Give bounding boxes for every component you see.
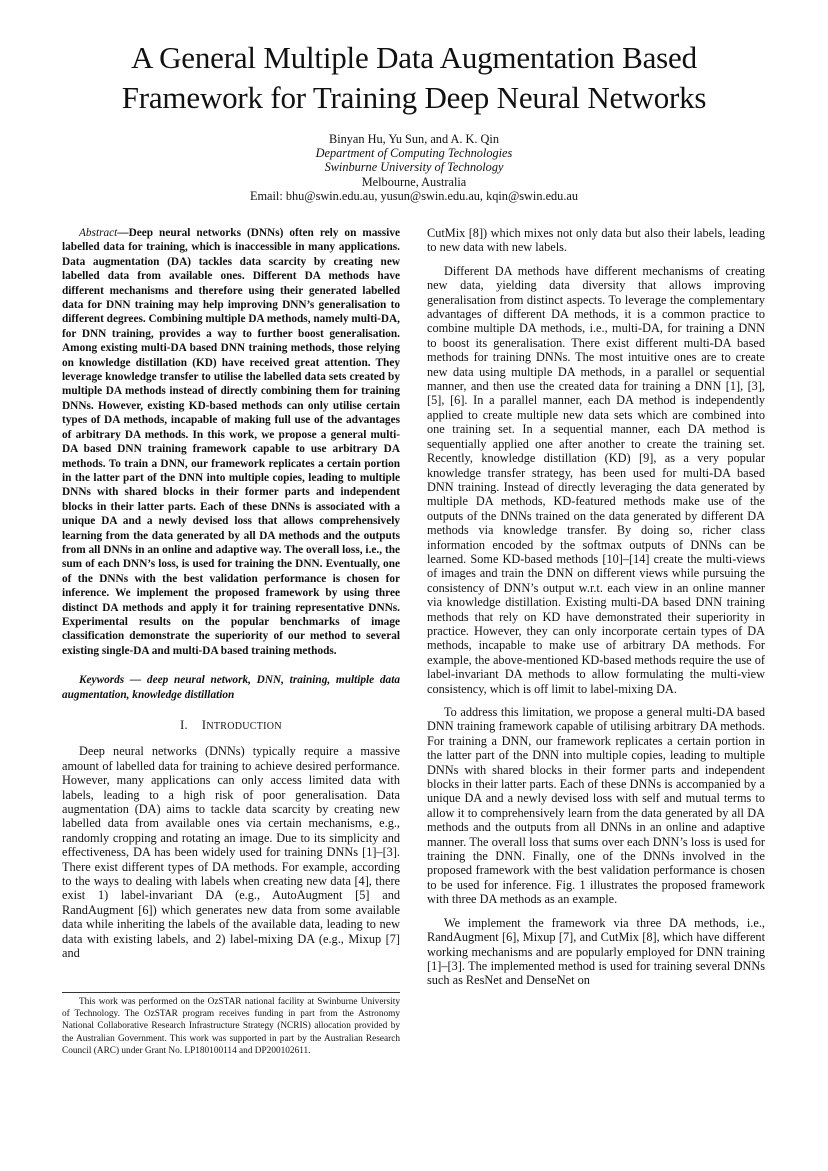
intro-paragraph-2: Different DA methods have different mechanisms of creating new data, yielding data diversity that allows improving generalisation from distinct aspects. To leverage the complementary advantages of different DA methods, it is a common practice to combine multiple DA methods, i.e., multi-DA, for training a DNN to boost its generalisation. There exist different multi-DA based methods for training DNNs. The most intuitive ones are to create new data using multiple DA methods, in a parallel or sequential manner, and then use the created data for training a DNN [1], [3], [5], [6]. In a parallel manner, each DA method is independently applied to create multiple new data sets which are combined into one training set. In a sequential manner, each DA method is sequentially applied one after another to create the training set. Recently, knowledge distillation (KD) [9], as a very popular knowledge transfer strategy, has been used for multi-DA based DNN training. Instead of directly leveraging the data generated by multiple DA methods, KD-featured methods make use of the outputs of the DNNs trained on the data generated by different DA methods via knowledge transfer. By doing so, richer class information encoded by the softmax outputs of DNNs can be learned. Some KD-based methods [10]–[14] create the multi-views of images and train the DNN on different views while pursuing the consistency of DNN’s output w.r.t. each view in an online manner via knowledge distillation. Existing multi-DA based DNN training methods that rely on KD have demonstrated their superiority in practice. However, they can only incorporate certain types of DA methods, incapable to make use of arbitrary DA methods. For example, the above-mentioned KD-based methods require the use of label-invariant DA methods to allow formulating the multi-view consistency, which is off limit to label-mixing DA. [427, 263, 765, 696]
author-block [100, 132, 728, 203]
intro-paragraph-3: To address this limitation, we propose a general multi-DA based DNN training framework capable of utilising arbitrary DA methods. For training a DNN, our framework replicates a certain portion in the latter part of the DNN into multiple copies, leading to multiple DNNs with shared blocks in their former parts and independent blocks in their latter parts. Each of these DNNs is accompanied by a unique DA and a newly devised loss with self and mutual terms to allow it to comprehensively learn from the data generated by all DA methods and the outputs from all DNNs in an online and adaptive manner. The overall loss that sums over each DNN’s loss is used for training the DNN. Finally, one of the DNNs involved in the proposed framework with the best validation performance is chosen to be used for inference. Fig. 1 illustrates the proposed framework with three DA methods as an example. [427, 705, 765, 907]
author-university: Swinburne University of Technology [324, 160, 504, 175]
left-column [62, 226, 400, 961]
footnote [62, 992, 400, 1057]
keywords: Keywords — deep neural network, DNN, training, multiple data augmentation, knowledge distillation [62, 674, 400, 701]
abstract-label: Abstract [79, 227, 118, 239]
intro-paragraph-4: We implement the framework via three DA methods, i.e., RandAugment [6], Mixup [7], and CutMix [8], which have different working mechanisms and are popularly employed for DNN training [1]–[3]. The implemented method is used for training several DNNs such as ResNet and DenseNet on [427, 915, 765, 988]
section-title-rest: NTRODUCTION [206, 721, 282, 732]
title-line-1: A General Multiple Data Augmentation Based [131, 40, 697, 75]
author-location: Melbourne, Australia [361, 174, 467, 189]
intro-paragraph-1: Deep neural networks (DNNs) typically require a massive amount of labelled data for training to achieve desired performance. However, many applications can only access limited data with labels, leading to a high risk of poor generalisation. Data augmentation (DA) aims to tackle data scarcity by creating new labelled data from available ones via certain mechanisms, e.g., randomly cropping and rotating an image. Due to its simplicity and effectiveness, DA has been widely used for training DNNs [1]–[3]. There exist different types of DA methods. For example, according to the ways to dealing with labels when creating new data [4], there exist 1) label-invariant DA (e.g., AutoAugment [5] and RandAugment [6]) which generates new data from some available data while inheriting the labels of the available data, leading to new data with existing labels, and 2) label-mixing DA (e.g., Mixup [7] and [62, 744, 400, 961]
abstract [62, 226, 400, 658]
footnote-text: This work was performed on the OzSTAR national facility at Swinburne University of Technology. The OzSTAR program receives funding in part from the Astronomy National Collaborative Research Infrastructure Strategy (NCRIS) allocation provided by the Australian Government. This work was supported in part by the Australian Research Council (ARC) under Grant No. LP180100114 and DP200102611. [62, 997, 400, 1056]
title-line-2: Framework for Training Deep Neural Networks [121, 80, 707, 115]
section-title-first: I [201, 718, 207, 732]
section-number: I. [180, 718, 188, 732]
paper-title [40, 38, 788, 118]
section-heading-introduction [62, 718, 400, 734]
intro-paragraph-1-continued: CutMix [8]) which mixes not only data but also their labels, leading to new data with new labels. [427, 226, 765, 255]
author-email: Email: bhu@swin.edu.au, yusun@swin.edu.au, kqin@swin.edu.au [249, 188, 579, 203]
right-column [427, 226, 765, 988]
abstract-text: —Deep neural networks (DNNs) often rely on massive labelled data for training, which is inaccessible in many applications. Data augmentation (DA) tackles data scarcity by creating new labelled data from available ones. Different DA methods have different mechanisms and therefore using their generated labelled data for DNN training may help improving DNN’s generalisation to different degrees. Combining multiple DA methods, namely multi-DA, for DNN training, provides a way to further boost generalisation. Among existing multi-DA based DNN training methods, those relying on knowledge distillation (KD) have received great attention. They leverage knowledge transfer to utilise the labelled data sets created by multiple DA methods instead of directly combining them for training DNNs. However, existing KD-based methods can only utilise certain types of DA methods, incapable of making full use of the advantages of arbitrary DA methods. In this work, we propose a general multi-DA based DNN training framework capable to use arbitrary DA methods. To train a DNN, our framework replicates a certain portion in the latter part of the DNN into multiple copies, leading to multiple DNNs with shared blocks in their former parts and independent blocks in their latter parts. Each of these DNNs is associated with a unique DA and a newly devised loss that allows comprehensively learning from the data generated by all DA methods and the outputs from all DNNs in an online and adaptive way. The overall loss, i.e., the sum of each DNN’s loss, is used for training the DNN. Eventually, one of the DNNs with the best validation performance is chosen for inference. We implement the proposed framework by using three distinct DA methods and apply it for training representative DNNs. Experimental results on the popular benchmarks of image classification demonstrate the superiority of our method to several existing single-DA and multi-DA based training methods. [62, 227, 400, 657]
author-department: Department of Computing Technologies [315, 146, 513, 161]
author-names: Binyan Hu, Yu Sun, and A. K. Qin [329, 132, 499, 146]
